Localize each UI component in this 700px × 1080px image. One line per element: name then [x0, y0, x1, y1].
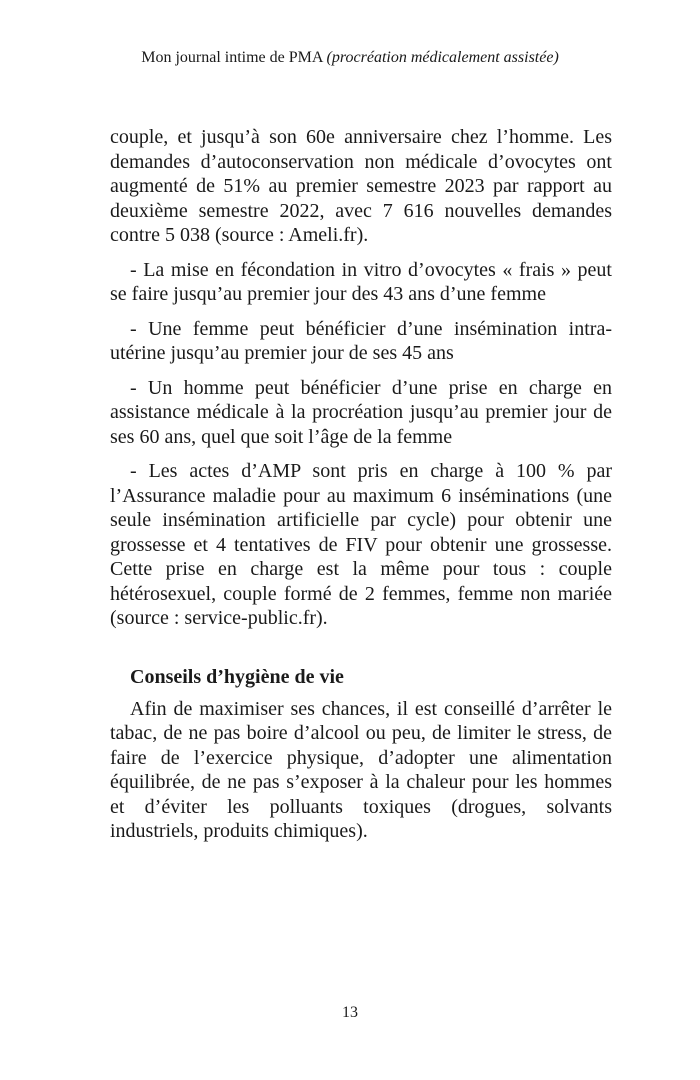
- list-item-male-age: - Un homme peut bénéficier d’une prise en charge en assistance médicale à la procréation jusqu’au premier jour de ses 60 ans, quel que soit l’âge de la femme: [110, 376, 612, 448]
- list-item-ivf-age: - La mise en fécondation in vitro d’ovocytes « frais » peut se faire jusqu’au premier jour des 43 ans d’une femme: [110, 258, 612, 305]
- section-heading: Conseils d’hygiène de vie: [130, 665, 344, 688]
- paragraph-continued: couple, et jusqu’à son 60e anniversaire chez l’homme. Les demandes d’autoconservation non médicale d’ovocytes ont augmenté de 51% au premier semestre 2023 par rapport au deuxième semestre 2022, avec 7 616 nouvelles demandes contre 5 038 (source : Ameli.fr).: [110, 126, 612, 246]
- book-subtitle: (procréation médicalement assistée): [326, 49, 559, 66]
- page-number: 13: [342, 1004, 358, 1021]
- section-paragraph: Afin de maximiser ses chances, il est conseillé d’arrêter le tabac, de ne pas boire d’alcool ou peu, de limiter le stress, de faire de l’exercice physique, d’adopter une alimentation équilibrée, de ne pas s’exposer à la chaleur pour les hommes et d’éviter les polluants toxiques (drogues, solvants industriels, produits chimiques).: [110, 697, 612, 842]
- book-title: Mon journal intime de PMA: [141, 49, 323, 66]
- running-header: [0, 48, 700, 68]
- list-item-insemination-age: - Une femme peut bénéficier d’une insémination intra-utérine jusqu’au premier jour de ses 45 ans: [110, 317, 612, 364]
- list-item-coverage: - Les actes d’AMP sont pris en charge à 100 % par l’Assurance maladie pour au maximum 6 inséminations (une seule insémination artificielle par cycle) pour obtenir une grossesse et 4 tentatives de FIV pour obtenir une grossesse. Cette prise en charge est la même pour tous : couple hétérosexuel, couple formé de 2 femmes, femme non mariée (source : service-public.fr).: [110, 460, 612, 629]
- page-content: [110, 125, 612, 854]
